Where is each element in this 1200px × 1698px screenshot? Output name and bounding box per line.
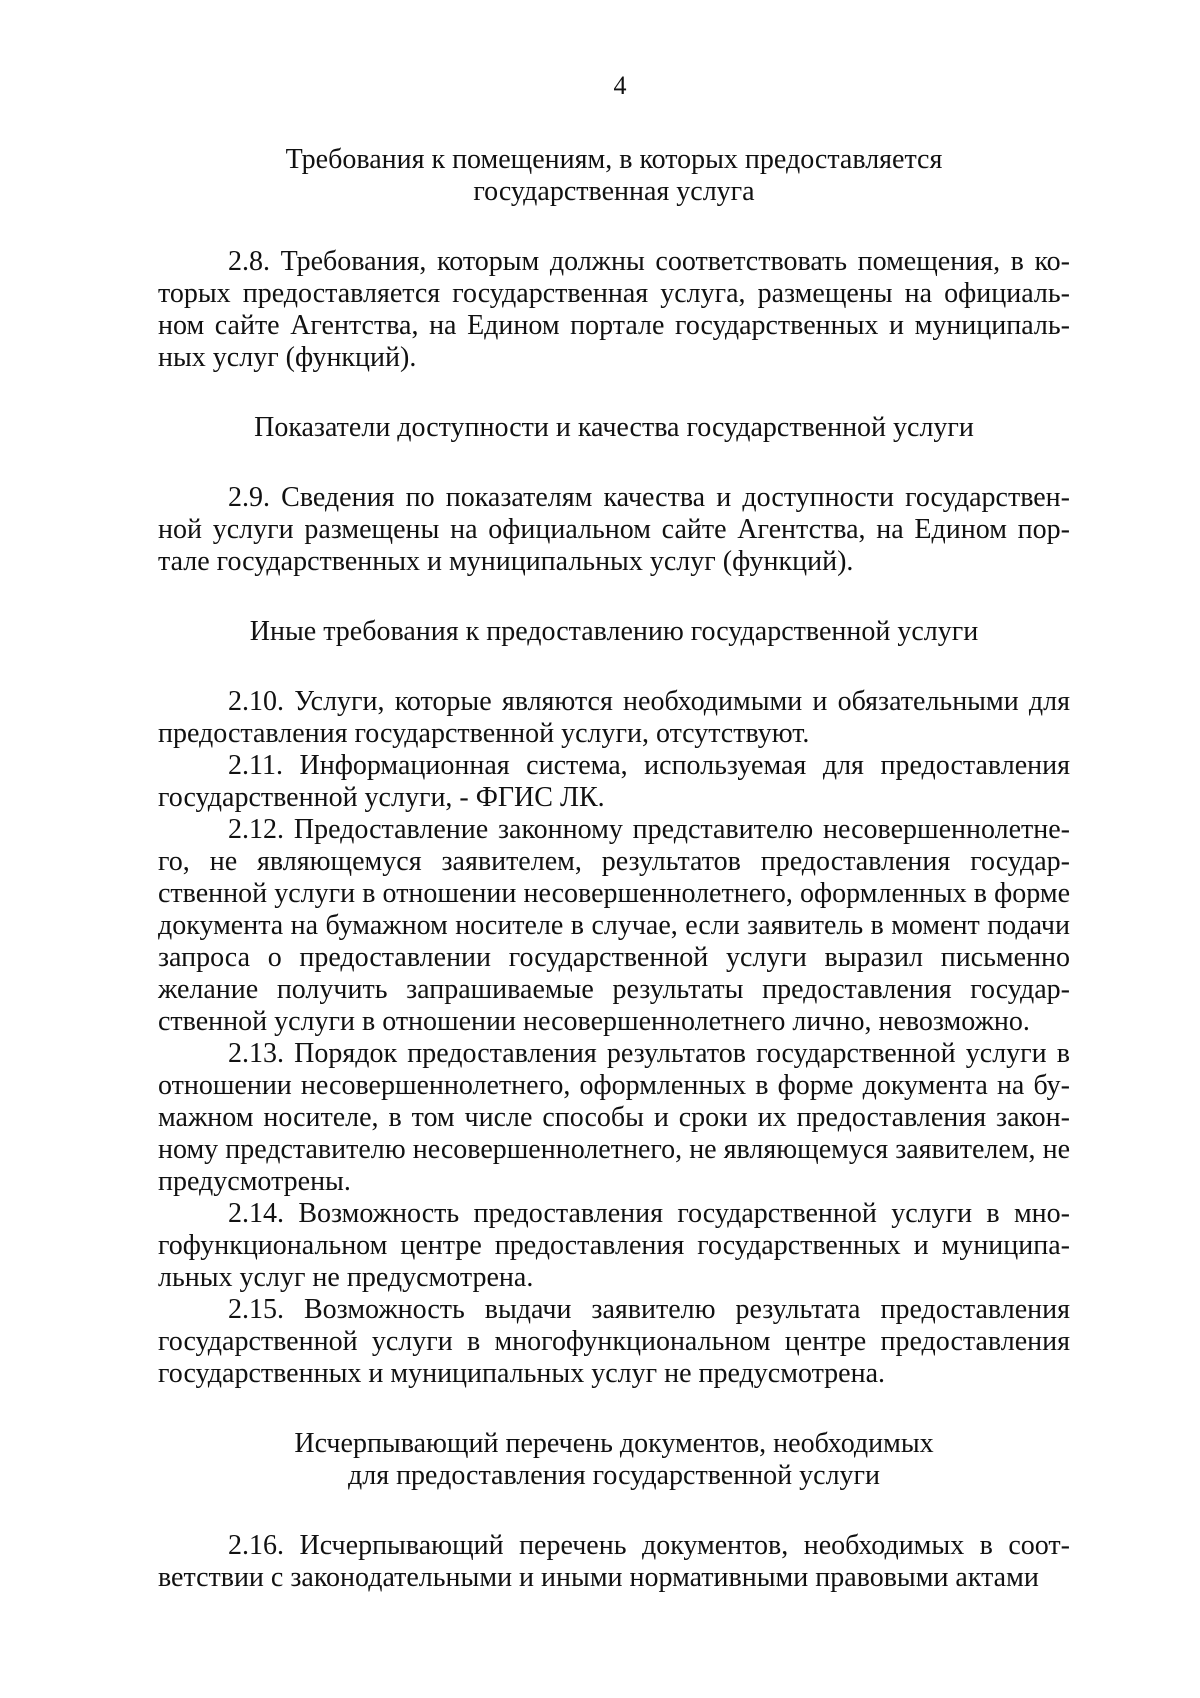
paragraph-2-13: 2.13. Порядок предоставления результатов государственной услуги в отношении несовершеннолетнего, оформленных в форме документа на бумажном носителе, в том числе способы и сроки их предоставления законному представителю несовершеннолетнего, не являющемуся заявителем, не предусмотрены. xyxy=(158,1038,1070,1197)
heading-line: Иные требования к предоставлению государственной услуги xyxy=(249,616,979,647)
section-heading-premises xyxy=(158,144,1070,208)
section-heading-documents-list xyxy=(158,1428,1070,1492)
paragraph-2-11: 2.11. Информационная система, используемая для предоставления государственной услуги, - ФГИС ЛК. xyxy=(158,750,1070,813)
paragraph-2-9: 2.9. Сведения по показателям качества и доступности государственной услуги размещены на официальном сайте Агентства, на Едином портале государственных и муниципальных услуг (функций). xyxy=(158,482,1070,577)
heading-line: для предоставления государственной услуги xyxy=(347,1460,881,1491)
heading-line: государственная услуга xyxy=(473,176,755,207)
section-heading-accessibility xyxy=(158,412,1070,444)
paragraph-2-12: 2.12. Предоставление законному представителю несовершеннолетнего, не являющемуся заявителем, результатов предоставления государственной услуги в отношении несовершеннолетнего, оформленных в форме документа на бумажном носителе в случае, если заявитель в момент подачи запроса о предоставлении государственной услуги выразил письменно желание получить запрашиваемые результаты предоставления государственной услуги в отношении несовершеннолетнего лично, невозможно. xyxy=(158,814,1070,1037)
paragraph-2-10: 2.10. Услуги, которые являются необходимыми и обязательными для предоставления государственной услуги, отсутствуют. xyxy=(158,686,1070,749)
page-number: 4 xyxy=(613,71,627,100)
heading-line: Требования к помещениям, в которых предоставляется xyxy=(285,144,943,175)
document-page xyxy=(158,70,1070,1594)
paragraph-2-8: 2.8. Требования, которым должны соответствовать помещения, в которых предоставляется государственная услуга, размещены на официальном сайте Агентства, на Едином портале государственных и муниципальных услуг (функций). xyxy=(158,246,1070,373)
paragraph-2-15: 2.15. Возможность выдачи заявителю результата предоставления государственной услуги в многофункциональном центре предоставления государственных и муниципальных услуг не предусмотрена. xyxy=(158,1294,1070,1389)
paragraph-2-16: 2.16. Исчерпывающий перечень документов, необходимых в соответствии с законодательными и иными нормативными правовыми актами xyxy=(158,1530,1070,1593)
paragraph-2-14: 2.14. Возможность предоставления государственной услуги в многофункциональном центре предоставления государственных и муниципальных услуг не предусмотрена. xyxy=(158,1198,1070,1293)
heading-line: Показатели доступности и качества государственной услуги xyxy=(254,412,974,443)
heading-line: Исчерпывающий перечень документов, необходимых xyxy=(294,1428,934,1459)
section-heading-other-requirements xyxy=(158,616,1070,648)
